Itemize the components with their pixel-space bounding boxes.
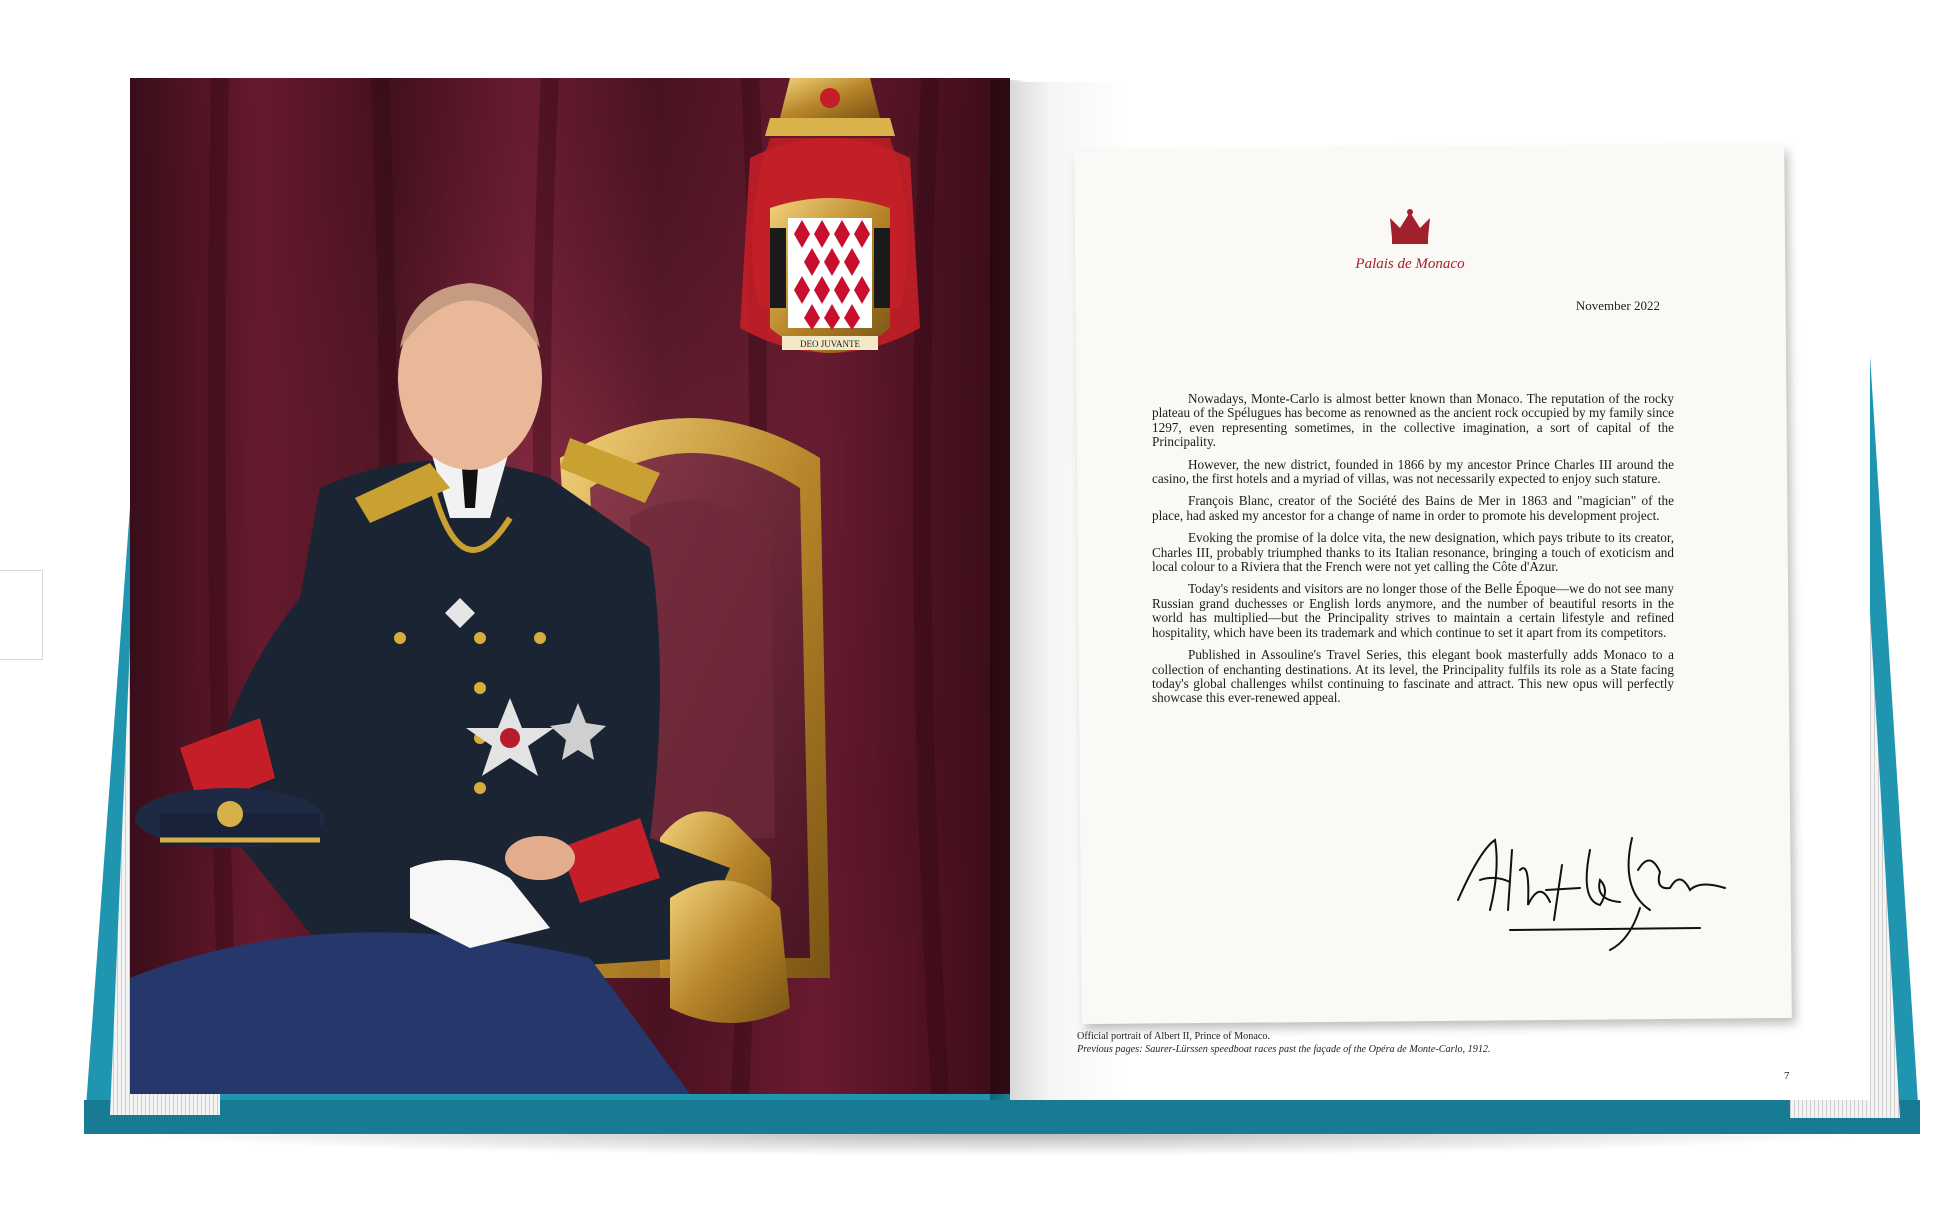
letter-paragraph: Evoking the promise of la dolce vita, the new designation, which pays tribute to its creator, Charles III, probably triumphed thanks to its Italian resonance, bringing a touch of exoticism and local colour to a Riviera that the French were not yet calling the Côte d'Azur. — [1152, 530, 1674, 575]
handwritten-signature — [1450, 810, 1730, 960]
side-edge-tab[interactable] — [0, 570, 43, 660]
book-cover-edge — [84, 1100, 1920, 1134]
letter-date: November 2022 — [1575, 298, 1660, 313]
svg-text:DEO JUVANTE: DEO JUVANTE — [799, 339, 861, 349]
caption-line-2 — [1077, 1043, 1777, 1056]
official-portrait-photo — [130, 78, 1010, 1094]
letterhead-name: Palais de Monaco — [1355, 256, 1465, 272]
caption-line-1: Official portrait of Albert II, Prince of Monaco. — [1077, 1031, 1271, 1042]
crown-icon — [1388, 208, 1432, 248]
caption-previous-text: Saurer-Lürssen speedboat races past the façade of the Opéra de Monte-Carlo, 1912. — [1142, 1044, 1491, 1055]
letter-paragraph: Nowadays, Monte-Carlo is almost better known than Monaco. The reputation of the rocky plateau of the Spélugues has become as renowned as the ancient rock occupied by my family since 1297, even representing sometimes, in the collective imagination, a sort of capital of the Principality. — [1152, 391, 1674, 450]
page-number: 7 — [1784, 1070, 1790, 1082]
photo-caption — [1077, 1030, 1777, 1056]
letter-paragraph: However, the new district, founded in 1866 by my ancestor Prince Charles III around the casino, the first hotels and a myriad of villas, was not necessarily expected to enjoy such stature. — [1152, 456, 1674, 487]
letter-paragraph: Published in Assouline's Travel Series, this elegant book masterfully adds Monaco to a collection of enchanting destinations. At its level, the Principality fulfils its role as a State facing today's global challenges whilst continuing to fascinate and attract. This new opus will perfectly showcase this ever-renewed appeal. — [1152, 647, 1674, 706]
left-page-portrait — [130, 78, 1010, 1094]
letter-paragraph: Today's residents and visitors are no longer those of the Belle Époque—we do not see many Russian grand duchesses or English lords anymore, and the number of beautiful resorts in the world has multiplied—but the Principality strives to maintain a certain lifestyle and refined hospitality, which have been its trademark and which continue to set it apart from its competitors. — [1152, 581, 1674, 640]
caption-previous-label: Previous pages: — [1077, 1044, 1143, 1055]
letter-body — [1152, 392, 1674, 714]
letter-paragraph: François Blanc, creator of the Société des Bains de Mer in 1863 and "magician" of the place, had asked my ancestor for a change of name in order to promote his development project. — [1152, 493, 1674, 523]
